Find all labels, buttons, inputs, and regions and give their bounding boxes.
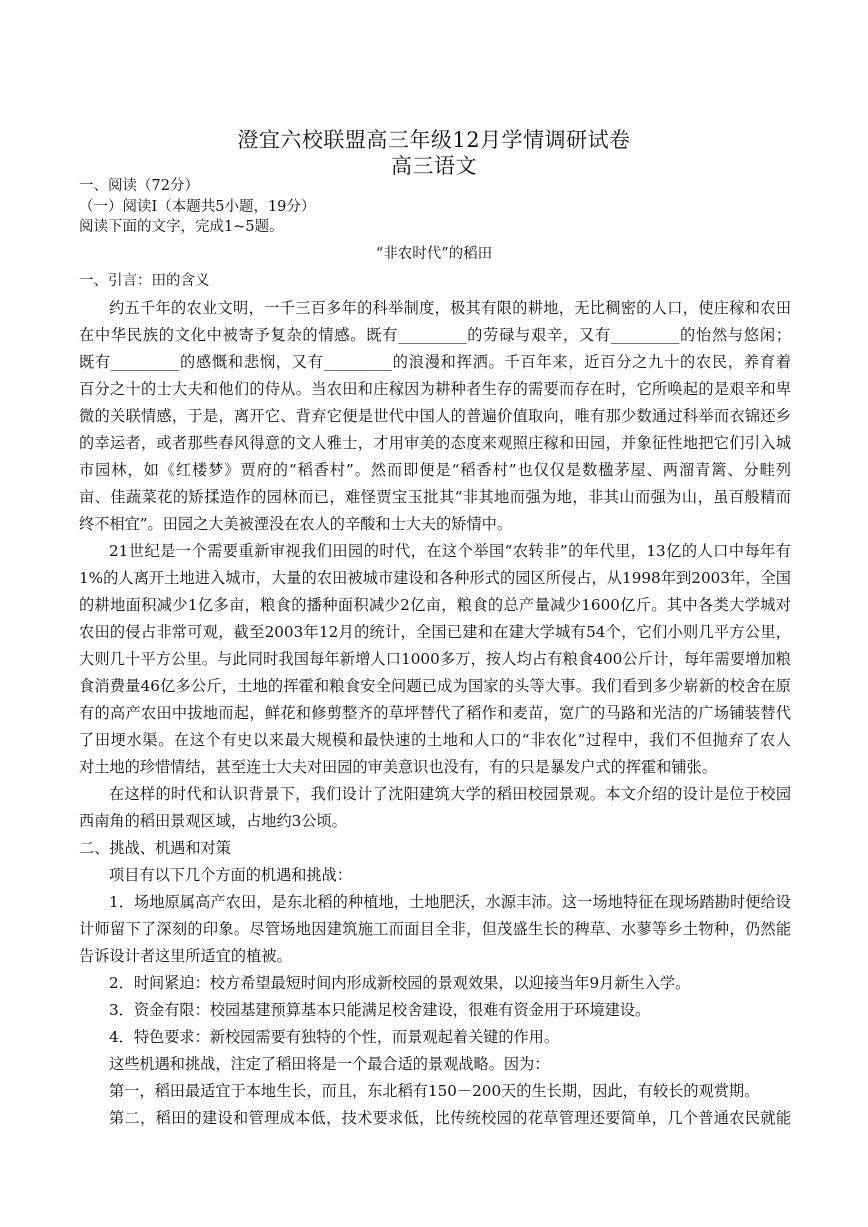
- paragraph-line: 第一，稻田最适宜于本地生长，而且，东北稻有150－200天的生长期，因此，有较长的观赏期。: [109, 1082, 760, 1100]
- paragraph-line: 既有_________的感慨和悲悯，又有_________的浪漫和挥洒。千百年来，近百分之九十的农民，养育着: [79, 353, 791, 371]
- paragraph-line: 有的高产农田中拔地而起，鲜花和修剪整齐的草坪替代了稻作和麦苗，宽广的马路和光洁的广场铺装替代: [79, 704, 791, 722]
- paragraph-line: 在中华民族的文化中被寄予复杂的情感。既有_________的劳碌与艰辛，又有_________的怡然与悠闲；: [79, 326, 791, 344]
- paragraph-line: 终不相宜”。田园之大美被湮没在农人的辛酸和士大夫的矫情中。: [79, 515, 513, 533]
- paragraph-line: 在这样的时代和认识背景下，我们设计了沈阳建筑大学的稻田校园景观。本文介绍的设计是位于校园: [109, 785, 791, 803]
- list-item-line: 计师留下了深刻的印象。尽管场地因建筑施工而面目全非，但茂盛生长的稗草、水蓼等乡土物种，仍然能: [79, 920, 791, 938]
- paragraph-line: 第二，稻田的建设和管理成本低，技术要求低，比传统校园的花草管理还要简单，几个普通农民就能: [109, 1109, 791, 1127]
- list-item-line: 1．场地原属高产农田，是东北稻的种植地，土地肥沃，水源丰沛。这一场地特征在现场踏勘时便给设: [109, 893, 791, 911]
- paragraph-line: 21世纪是一个需要重新审视我们田园的时代，在这个举国“农转非”的年代里，13亿的人口中每年有: [109, 542, 791, 560]
- paragraph-line: 项目有以下几个方面的机遇和挑战：: [109, 866, 352, 884]
- list-item-line: 告诉设计者这里所适宜的植被。: [79, 947, 292, 965]
- paragraph-line: 了田埂水渠。在这个有史以来最大规模和最快速的土地和人口的“非农化”过程中，我们不但抛弃了农人: [79, 731, 791, 749]
- article-title: “非农时代”的稻田: [375, 246, 493, 262]
- paragraph-line: 亩、佳蔬菜花的矫揉造作的园林而已，难怪贾宝玉批其“非其地而强为地，非其山而强为山，虽百般精而: [79, 488, 791, 506]
- list-item-line: 2．时间紧迫：校方希望最短时间内形成新校园的景观效果，以迎接当年9月新生入学。: [109, 974, 691, 992]
- subpart-heading: （一）阅读Ⅰ（本题共5小题，19分）: [79, 199, 316, 215]
- paragraph-line: 市园林，如《红楼梦》贾府的“稻香村”。然而即便是“稻香村”也仅仅是数楹茅屋、两溜青篱、分畦列: [79, 461, 791, 479]
- part-heading: 一、阅读（72分）: [79, 178, 199, 194]
- list-item-line: 4．特色要求：新校园需要有独特的个性，而景观起着关键的作用。: [109, 1028, 560, 1046]
- paragraph-line: 西南角的稻田景观区域，占地约3公顷。: [79, 812, 347, 830]
- paragraph-line: 微的关联情感，于是，离开它、背弃它便是世代中国人的普遍价值取向，唯有那少数通过科举而衣锦还乡: [79, 407, 791, 425]
- exam-subtitle: 高三语文: [391, 154, 477, 178]
- paragraph-line: 1%的人离开土地进入城市，大量的农田被城市建设和各种形式的园区所侵占，从1998年到2003年，全国: [79, 569, 791, 587]
- paragraph-line: 农田的侵占非常可观，截至2003年12月的统计，全国已建和在建大学城有54个，它们小则几平方公里，: [79, 623, 791, 641]
- paragraph-line: 大则几十平方公里。与此同时我国每年新增人口1000多万，按人均占有粮食400公斤计，每年需要增加粮: [79, 650, 791, 668]
- paragraph-line: 百分之十的士大夫和他们的侍从。当农田和庄稼因为耕种者生存的需要而存在时，它所唤起的是艰辛和卑: [79, 380, 791, 398]
- paragraph-line: 的耕地面积减少1亿多亩，粮食的播种面积减少2亿亩，粮食的总产量减少1600亿斤。其中各类大学城对: [79, 596, 791, 614]
- paragraph-line: 对土地的珍惜情结，甚至连士大夫对田园的审美意识也没有，有的只是暴发户式的挥霍和铺张。: [79, 758, 717, 776]
- paragraph-line: 这些机遇和挑战，注定了稻田将是一个最合适的景观战略。因为：: [109, 1055, 550, 1073]
- section-heading-intro: 一、引言：田的含义: [79, 273, 210, 289]
- section-heading-challenges: 二、挑战、机遇和对策: [79, 839, 231, 857]
- instruction-text: 阅读下面的文字，完成1~5题。: [79, 219, 284, 235]
- paragraph-line: 食消费量46亿多公斤，土地的挥霍和粮食安全问题已成为国家的头等大事。我们看到多少崭新的校舍在原: [79, 677, 791, 695]
- paragraph-line: 约五千年的农业文明，一千三百多年的科举制度，极其有限的耕地，无比稠密的人口，使庄稼和农田: [109, 299, 791, 317]
- list-item-line: 3．资金有限：校园基建预算基本只能满足校舍建设，很难有资金用于环境建设。: [109, 1001, 651, 1019]
- paragraph-line: 的幸运者，或者那些春风得意的文人雅士，才用审美的态度来观照庄稼和田园，并象征性地把它们引入城: [79, 434, 791, 452]
- exam-title: 澄宜六校联盟高三年级12月学情调研试卷: [237, 128, 631, 152]
